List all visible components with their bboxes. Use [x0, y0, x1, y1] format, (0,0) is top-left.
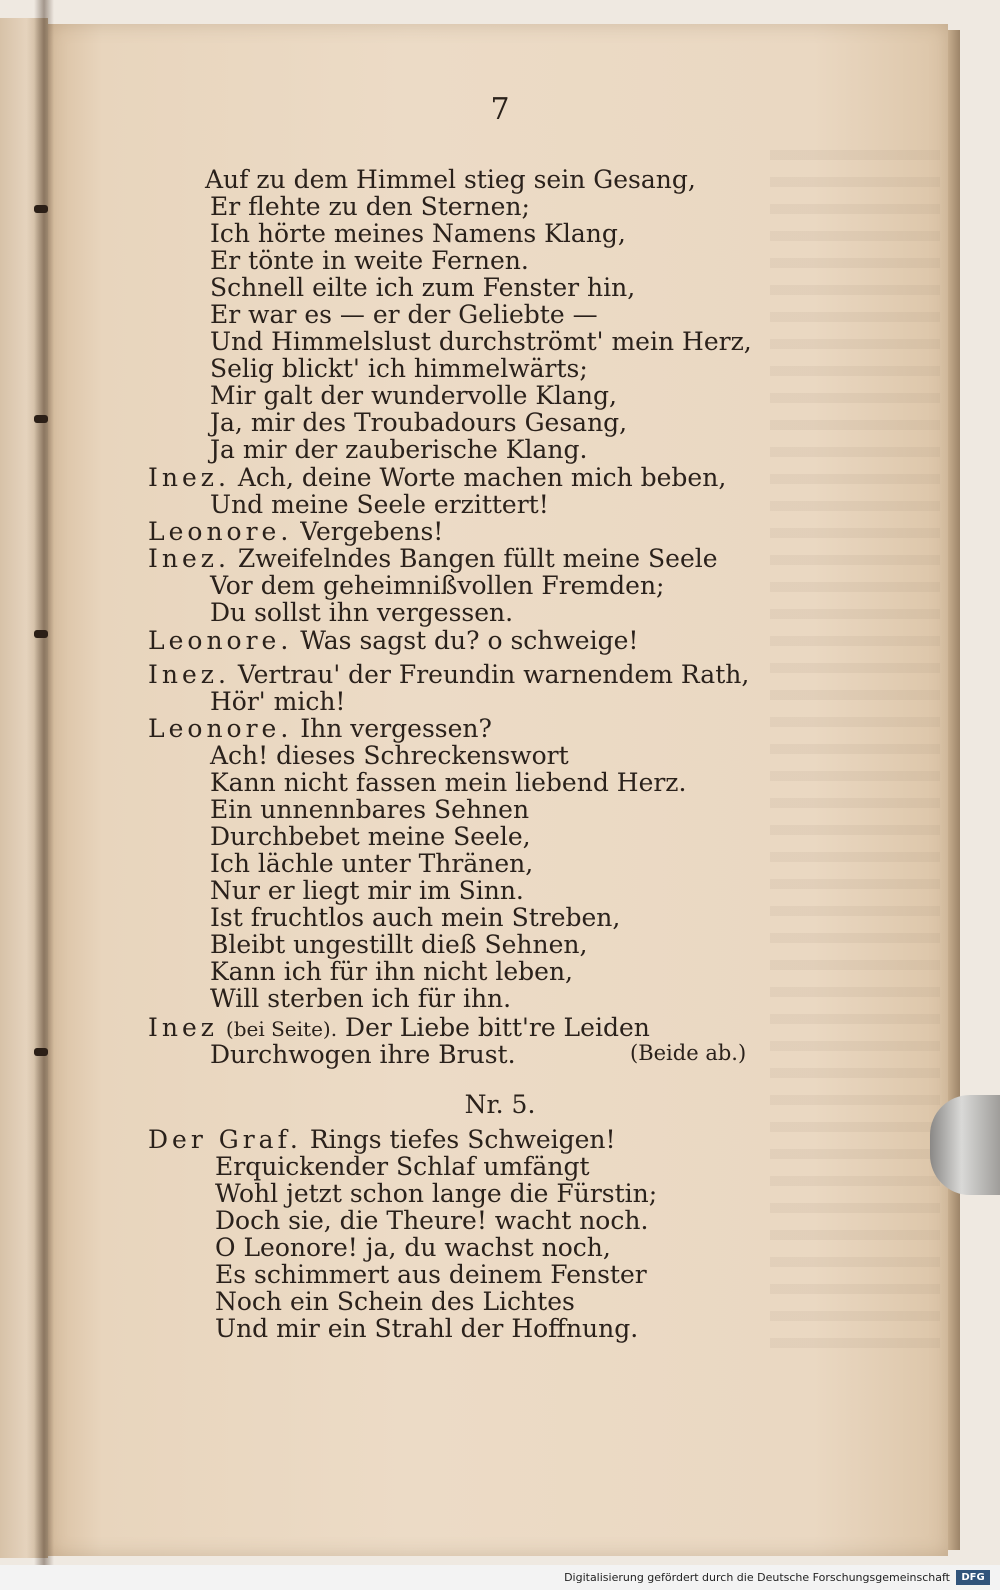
dialogue-line	[148, 1014, 650, 1043]
verse-line: Durchwogen ihre Brust.	[210, 1040, 516, 1069]
dialogue-line	[148, 1126, 616, 1153]
speaker-name: Inez.	[148, 544, 230, 573]
dialogue-text: Vertrau' der Freundin warnendem Rath,	[237, 660, 750, 689]
verse-line: Ach! dieses Schreckenswort	[210, 741, 569, 770]
speaker-name: Inez.	[148, 463, 230, 492]
verse-line: Selig blickt' ich himmelwärts;	[210, 354, 588, 383]
binding-stitch	[34, 1048, 48, 1056]
dialogue-text: Zweifelndes Bangen füllt meine Seele	[237, 544, 718, 573]
show-through-text	[770, 150, 940, 1350]
verse-line: Ja, mir des Troubadours Gesang,	[210, 408, 628, 437]
verse-line: Er war es — er der Geliebte —	[210, 300, 598, 329]
verse-line: Erquickender Schlaf umfängt	[215, 1152, 590, 1181]
book-binding	[34, 0, 54, 1565]
verse-line: Bleibt ungestillt dieß Sehnen,	[210, 930, 588, 959]
page-block-edge	[948, 30, 960, 1550]
verse-line: Ist fruchtlos auch mein Streben,	[210, 903, 621, 932]
verse-line: Er flehte zu den Sternen;	[210, 192, 530, 221]
dialogue-line	[148, 464, 726, 491]
verse-line: Kann nicht fassen mein liebend Herz.	[210, 768, 687, 797]
verse-line: Will sterben ich für ihn.	[210, 984, 512, 1013]
verse-line: Auf zu dem Himmel stieg sein Gesang,	[205, 165, 696, 194]
verse-line: Ich lächle unter Thränen,	[210, 849, 534, 878]
dialogue-line	[148, 715, 492, 742]
speaker-name: Leonore.	[148, 517, 293, 546]
speaker-name: Inez.	[148, 660, 230, 689]
dialogue-text: Rings tiefes Schweigen!	[309, 1125, 616, 1154]
dialogue-text: Ach, deine Worte machen mich beben,	[237, 463, 727, 492]
dialogue-line	[148, 518, 443, 545]
speaker-name: Leonore.	[148, 714, 293, 743]
verse-line: Es schimmert aus deinem Fenster	[215, 1260, 647, 1289]
speaker-name: Inez	[148, 1013, 218, 1042]
verse-line: Ich hörte meines Namens Klang,	[210, 219, 626, 248]
verse-line: Wohl jetzt schon lange die Fürstin;	[215, 1179, 658, 1208]
dialogue-text: Der Liebe bitt're Leiden	[345, 1013, 650, 1042]
binding-stitch	[34, 415, 48, 423]
verse-line: Doch sie, die Theure! wacht noch.	[215, 1206, 649, 1235]
verse-line: Kann ich für ihn nicht leben,	[210, 957, 574, 986]
page-number: 7	[490, 92, 510, 127]
dfg-logo: DFG	[956, 1570, 990, 1585]
verse-line: Noch ein Schein des Lichtes	[215, 1287, 575, 1316]
speaker-name: Der Graf.	[148, 1125, 302, 1154]
verse-line: Ein unnennbares Sehnen	[210, 795, 530, 824]
stage-direction: (bei Seite).	[225, 1017, 338, 1041]
verse-line: Und Himmelslust durchströmt' mein Herz,	[210, 327, 752, 356]
verse-line: Mir galt der wundervolle Klang,	[210, 381, 617, 410]
dialogue-text: Ihn vergessen?	[300, 714, 492, 743]
dialogue-line	[148, 627, 638, 654]
stage-direction-exit: (Beide ab.)	[630, 1041, 747, 1065]
verse-line: Durchbebet meine Seele,	[210, 822, 531, 851]
verse-line: Und mir ein Strahl der Hoffnung.	[215, 1314, 639, 1343]
dialogue-text: Vergebens!	[300, 517, 444, 546]
dialogue-line	[148, 661, 749, 688]
verse-line: Und meine Seele erzittert!	[210, 490, 549, 519]
verse-line: Vor dem geheimnißvollen Fremden;	[210, 571, 665, 600]
binding-stitch	[34, 630, 48, 638]
verse-line: Ja mir der zauberische Klang.	[210, 435, 588, 464]
dialogue-line	[148, 545, 718, 572]
verse-line: Du sollst ihn vergessen.	[210, 598, 514, 627]
funding-credit: Digitalisierung gefördert durch die Deutsche Forschungsgemeinschaft	[564, 1571, 950, 1584]
verse-line: Schnell eilte ich zum Fenster hin,	[210, 273, 636, 302]
verse-line: Nur er liegt mir im Sinn.	[210, 876, 524, 905]
section-heading: Nr. 5.	[464, 1090, 536, 1119]
dialogue-text: Was sagst du? o schweige!	[300, 626, 639, 655]
verse-line: Er tönte in weite Fernen.	[210, 246, 529, 275]
speaker-name: Leonore.	[148, 626, 293, 655]
binding-stitch	[34, 205, 48, 213]
verse-line: O Leonore! ja, du wachst noch,	[215, 1233, 611, 1262]
footer-bar	[0, 1565, 1000, 1590]
verse-line: Hör' mich!	[210, 687, 346, 716]
